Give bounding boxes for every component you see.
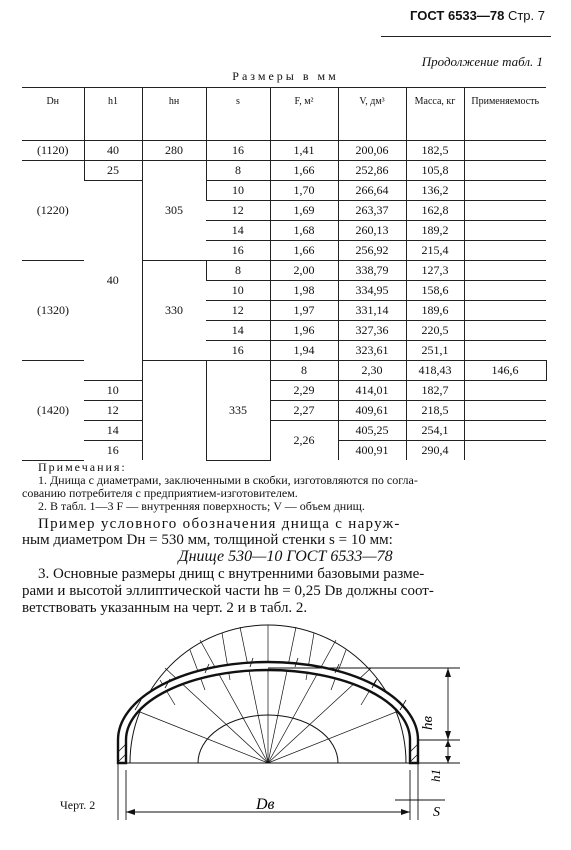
cell-f: 1,70 [270,181,338,201]
cell-hn: 335 [206,361,270,461]
header-dn: Dн [22,88,84,141]
cell-v: 260,13 [338,221,406,241]
cell-v: 334,95 [338,281,406,301]
cell-s: 10 [206,181,270,201]
cell-v: 400,91 [338,441,406,461]
cell-mass: 182,5 [406,141,464,161]
cell-v: 409,61 [338,401,406,421]
note-2: 2. В табл. 1—3 F — внутренняя поверхность; V — объем днищ. [38,499,365,513]
cell-mass: 220,5 [406,321,464,341]
figure-label: Черт. 2 [60,798,96,812]
cell-s: 16 [206,241,270,261]
cell-v: 327,36 [338,321,406,341]
example-text: ным диаметром Dн = 530 мм, толщиной стенки s = 10 мм: [22,532,393,548]
cell-f: 1,66 [270,241,338,261]
note-1-continued: сованию потребителя с предприятием-изготовителем. [22,486,298,500]
header-s: s [206,88,270,141]
cell-s: 12 [84,401,142,421]
cell-mass: 189,6 [406,301,464,321]
cell-f: 1,97 [270,301,338,321]
cell-s: 14 [206,321,270,341]
cell-f: 1,41 [270,141,338,161]
cell-mass: 162,8 [406,201,464,221]
cell-v: 323,61 [338,341,406,361]
cell-hn: 280 [142,141,206,161]
cell-s: 8 [206,261,270,281]
cell-v: 266,64 [338,181,406,201]
header-h1: h1 [84,88,142,141]
cell-mass: 105,8 [406,161,464,181]
paragraph-3-line-2: рами и высотой эллиптической части hв = 0,25 Dв должны соот- [22,583,434,599]
cell-f: 1,68 [270,221,338,241]
cell-h1: 40 [84,141,142,161]
paragraph-3-line-1: 3. Основные размеры днищ с внутренними базовыми разме- [38,566,425,582]
dim-s-label: S [433,805,440,820]
cell-mass: 218,5 [406,401,464,421]
cell-s: 14 [84,421,142,441]
cell-v: 256,92 [338,241,406,261]
header-use: Применяемость [464,88,546,141]
dim-h1-label: h1 [428,769,443,782]
cell-f: 1,69 [270,201,338,221]
cell-f: 1,94 [270,341,338,361]
cell-s: 14 [206,221,270,241]
cell-mass: 146,6 [464,361,546,381]
cell-f: 2,26 [270,421,338,461]
cell-mass: 158,6 [406,281,464,301]
cell-v: 338,79 [338,261,406,281]
cell-v: 263,37 [338,201,406,221]
cell-s: 8 [270,361,338,381]
cell-s: 16 [206,141,270,161]
cell-f: 1,96 [270,321,338,341]
cell-dn: (1420) [22,361,84,461]
cell-v: 418,43 [406,361,464,381]
cell-hn: 330 [142,261,206,361]
notes-title: Примечания: [38,460,127,474]
page-number: Стр. 7 [507,8,545,23]
standard-title: ГОСТ 6533—78 [410,8,505,23]
cell-s: 16 [106,443,119,457]
table-caption: Размеры в мм [232,69,339,83]
cell-s: 16 [206,341,270,361]
radial-lines [130,625,406,763]
cell-f: 2,00 [270,261,338,281]
cell-dn: (1220) [22,161,84,261]
cell-hn: 305 [142,161,206,261]
dimension-arrows [126,668,451,815]
cell-v: 414,01 [338,381,406,401]
cell-v: 331,14 [338,301,406,321]
cell-f: 2,27 [270,401,338,421]
cell-mass: 215,4 [406,241,464,261]
cell-mass: 127,3 [406,261,464,281]
paragraph-3-line-3: ветствовать указанным на черт. 2 и в табл. 2. [22,600,308,616]
header-mass: Масса, кг [406,88,464,141]
table-continuation-label: Продолжение табл. 1 [421,54,543,69]
cell-mass: 189,2 [406,221,464,241]
cell-mass: 182,7 [406,381,464,401]
cell-f: 2,30 [338,361,406,381]
example-heading: Пример условного обозначения днища с наруж- [38,516,401,532]
cell-h1: 25 [84,161,142,181]
example-designation: Днище 530—10 ГОСТ 6533—78 [178,548,393,565]
cell-h1: 40 [84,181,142,381]
cell-s: 10 [84,381,142,401]
cell-s: 12 [206,201,270,221]
cell-v: 200,06 [338,141,406,161]
cell-mass: 136,2 [406,181,464,201]
header-hn: hн [142,88,206,141]
dim-hb-label: hв [420,715,436,730]
cell-mass: 290,4 [406,441,464,461]
cell-dn: (1120) [22,141,84,161]
dim-db-label: Dв [256,796,275,813]
note-1: 1. Днища с диаметрами, заключенными в скобки, изготовляются по согла- [38,473,418,487]
cell-f: 1,98 [270,281,338,301]
header-v: V, дм³ [338,88,406,141]
cell-f: 1,66 [270,161,338,181]
cell-s: 12 [206,301,270,321]
cell-dn: (1320) [22,261,84,361]
cell-f: 2,29 [270,381,338,401]
header-f: F, м² [270,88,338,141]
cell-v: 252,86 [338,161,406,181]
cell-mass: 251,1 [406,341,464,361]
cell-s: 8 [206,161,270,181]
cell-s: 10 [206,281,270,301]
cell-v: 405,25 [338,421,406,441]
cell-mass: 254,1 [406,421,464,441]
